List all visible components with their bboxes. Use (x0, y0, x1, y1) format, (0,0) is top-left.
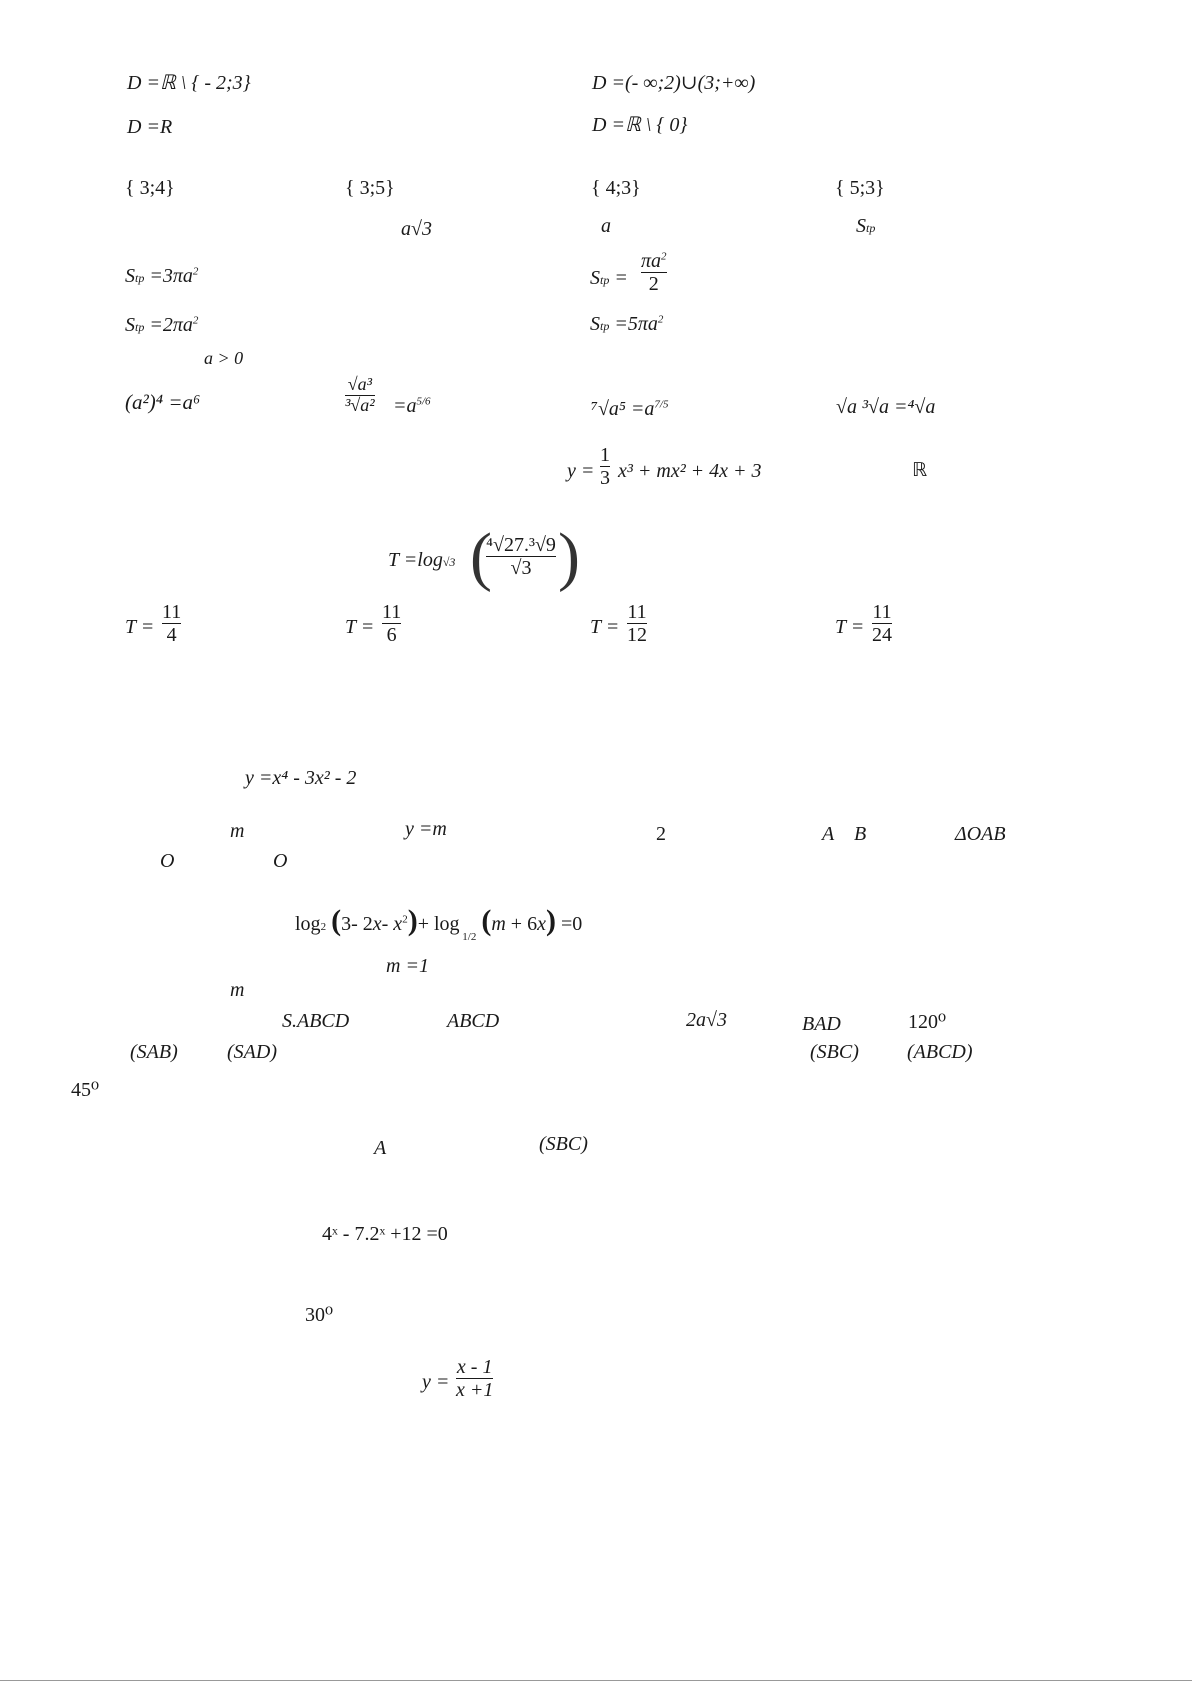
rational-lhs: y = (422, 1371, 450, 1393)
answer-4-lhs: T = (835, 616, 865, 638)
base-abcd: ABCD (447, 1010, 500, 1032)
log-expression-fraction: ⁴√27.³√9 √3 (486, 534, 556, 579)
power-option-1: (a²)⁴ =a⁶ (125, 390, 201, 414)
point-a: A (822, 823, 835, 845)
param-m-2: m (230, 979, 245, 1001)
plane-sab: (SAB) (130, 1041, 178, 1063)
quartic-function: y =x⁴ - 3x² - 2 (245, 767, 357, 789)
point-a-distance: A (374, 1137, 387, 1159)
answer-4-fraction: 11 24 (872, 601, 892, 646)
area-option-2-lhs: Stp = (590, 267, 628, 289)
domain-option-2: D =(- ∞;2)∪(3;+∞) (592, 72, 756, 94)
answer-1-lhs: T = (125, 616, 155, 638)
condition-a-positive: a > 0 (204, 348, 244, 368)
param-m-1: m (230, 820, 245, 842)
log-paren-left: ( (470, 520, 492, 593)
area-option-2-fraction: $\pi a^2$ 2 (641, 250, 667, 295)
area-option-4: Stp $=5\pi a^2$ (590, 313, 664, 335)
side-length: 2a√3 (686, 1009, 727, 1031)
pyramid-sabcd: S.ABCD (282, 1010, 350, 1032)
point-o-1: O (160, 850, 175, 872)
set-option-1: { 3;4} (125, 177, 175, 199)
power-option-4: √a ³√a =⁴√a (836, 396, 936, 418)
m-equals-one: m =1 (386, 955, 429, 977)
line-y-eq-m: y =m (405, 818, 447, 840)
angle-bad: BAD (802, 1013, 841, 1035)
plane-sad: (SAD) (227, 1041, 277, 1063)
triangle-oab: ΔOAB (955, 823, 1006, 845)
area-option-1: Stp $=3\pi a^2$ (125, 265, 199, 287)
plane-abcd: (ABCD) (907, 1041, 973, 1063)
log-expression-lhs: T =log√3 (388, 549, 456, 571)
power-option-3: $^7√a^5 =a^{7/5}$ (591, 398, 669, 420)
set-option-3: { 4;3} (591, 177, 641, 199)
log-paren-right: ) (558, 520, 580, 593)
answer-3-lhs: T = (590, 616, 620, 638)
set-option-2: { 3;5} (345, 177, 395, 199)
domain-option-3: D =R (127, 116, 173, 138)
area-option-3: Stp $=2\pi a^2$ (125, 314, 199, 336)
domain-option-1: D =ℝ \ { - 2;3} (127, 72, 251, 94)
angle-120: 120⁰ (908, 1011, 947, 1033)
real-set-symbol: ℝ (912, 459, 928, 481)
plane-sbc-2: (SBC) (539, 1133, 588, 1155)
answer-2-lhs: T = (345, 616, 375, 638)
answer-3-fraction: 11 12 (627, 601, 647, 646)
point-o-2: O (273, 850, 288, 872)
exponential-equation: 4ˣ - 7.2ˣ +12 =0 (322, 1223, 448, 1245)
angle-30: 30⁰ (305, 1304, 334, 1326)
page-bottom-rule (0, 1680, 1192, 1681)
power-option-2-rhs: $=a^{5/6}$ (393, 395, 431, 417)
log-equation: log2 (3- 2x- $x^2)+ \log _{1/2}$ (m + 6x) =0 (295, 904, 583, 943)
set-option-4: { 5;3} (835, 177, 885, 199)
domain-option-4: D =ℝ \ { 0} (592, 114, 688, 136)
cubic-fraction: 1 3 (600, 444, 610, 489)
cubic-rhs: x³ + mx² + 4x + 3 (618, 460, 762, 482)
rational-fraction: x - 1 x +1 (456, 1356, 494, 1401)
point-b: B (854, 823, 867, 845)
answer-2-fraction: 11 6 (382, 601, 402, 646)
number-two: 2 (656, 823, 666, 845)
answer-1-fraction: 11 4 (162, 601, 182, 646)
power-option-2-fraction: √a³ ³√a² (345, 374, 375, 415)
angle-45: 45⁰ (71, 1079, 100, 1101)
label-a: a (601, 215, 611, 237)
plane-sbc: (SBC) (810, 1041, 859, 1063)
cubic-lhs: y = (567, 460, 595, 482)
label-s-tp: Stp (856, 215, 876, 237)
label-a-sqrt3: a√3 (401, 218, 432, 240)
